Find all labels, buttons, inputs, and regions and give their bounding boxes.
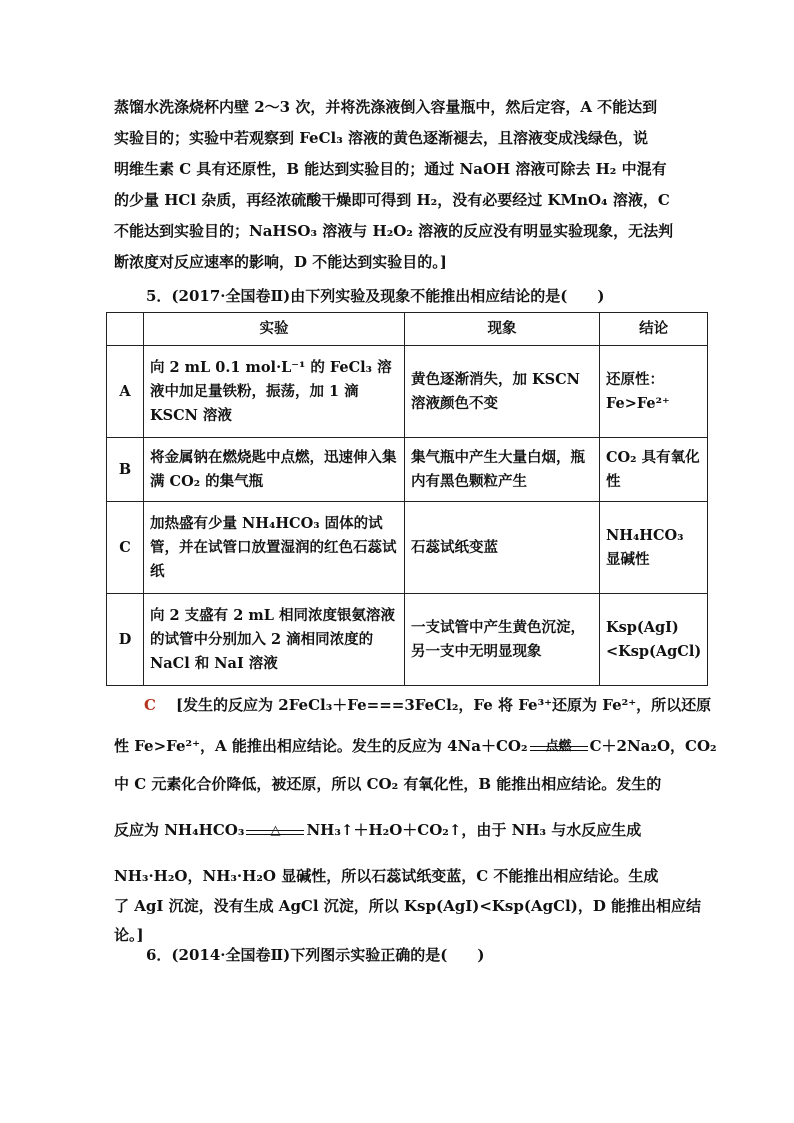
table-row <box>107 346 708 438</box>
answer-explanation <box>114 690 717 950</box>
answer-text: C＋2Na₂O，CO₂ <box>589 737 717 755</box>
table-header-row <box>107 313 708 346</box>
experiment-cell: 向 2 支盛有 2 mL 相同浓度银氨溶液的试管中分别加入 2 滴相同浓度的 NaCl 和 NaI 溶液 <box>144 594 405 686</box>
experiment-cell: 向 2 mL 0.1 mol·L⁻¹ 的 FeCl₃ 溶液中加足量铁粉，振荡，加 1 滴 KSCN 溶液 <box>144 346 405 438</box>
answer-text: [发生的反应为 2FeCl₃＋Fe===3FeCl₂，Fe 将 Fe³⁺还原为 Fe²⁺，所以还原 <box>175 696 712 714</box>
intro-line: 的少量 HCl 杂质，再经浓硫酸干燥即可得到 H₂，没有必要经过 KMnO₄ 溶液，C <box>114 191 670 209</box>
reaction-condition: 点燃 <box>545 739 572 754</box>
conclusion-cell: Ksp(AgI)<Ksp(AgCl) <box>600 594 708 686</box>
intro-paragraph <box>114 92 686 278</box>
phenomenon-cell: 集气瓶中产生大量白烟，瓶内有黑色颗粒产生 <box>405 438 600 502</box>
table-row <box>107 438 708 502</box>
question-5-stem: 5．(2017·全国卷Ⅱ)由下列实验及现象不能推出相应结论的是( ) <box>146 287 605 305</box>
phenomenon-cell: 一支试管中产生黄色沉淀，另一支中无明显现象 <box>405 594 600 686</box>
answer-line <box>114 690 712 720</box>
answer-text: 性 Fe>Fe²⁺，A 能推出相应结论。发生的反应为 4Na＋CO₂ <box>114 737 528 755</box>
conclusion-cell: NH₄HCO₃ 显碱性 <box>600 502 708 594</box>
reaction-arrow <box>530 739 588 754</box>
table-row <box>107 594 708 686</box>
phenomenon-cell: 石蕊试纸变蓝 <box>405 502 600 594</box>
row-label: C <box>107 502 144 594</box>
row-label: A <box>107 346 144 438</box>
answer-text: NH₃↑＋H₂O＋CO₂↑，由于 NH₃ 与水反应生成 <box>306 821 642 839</box>
header-cell: 结论 <box>600 313 708 346</box>
answer-line <box>114 720 717 764</box>
header-cell: 实验 <box>144 313 405 346</box>
experiment-table <box>106 312 708 686</box>
answer-line: 了 AgI 沉淀，没有生成 AgCl 沉淀，所以 Ksp(AgI)<Ksp(AgCl)，D 能推出相应结 <box>114 897 702 915</box>
table-row <box>107 502 708 594</box>
reaction-arrow <box>246 823 304 838</box>
answer-text: 反应为 NH₄HCO₃ <box>114 821 245 839</box>
answer-line: NH₃·H₂O，NH₃·H₂O 显碱性，所以石蕊试纸变蓝，C 不能推出相应结论。生成 <box>114 867 659 885</box>
intro-line: 断浓度对反应速率的影响，D 不能达到实验目的。] <box>114 253 447 271</box>
row-label: B <box>107 438 144 502</box>
reaction-condition: △ <box>270 823 281 838</box>
experiment-cell: 将金属钠在燃烧匙中点燃，迅速伸入集满 CO₂ 的集气瓶 <box>144 438 405 502</box>
answer-line <box>114 804 694 848</box>
question-6-stem: 6．(2014·全国卷Ⅱ)下列图示实验正确的是( ) <box>146 946 485 964</box>
row-label: D <box>107 594 144 686</box>
experiment-cell: 加热盛有少量 NH₄HCO₃ 固体的试管，并在试管口放置湿润的红色石蕊试纸 <box>144 502 405 594</box>
answer-line: 论。] <box>114 926 144 944</box>
conclusion-cell: 还原性：Fe>Fe²⁺ <box>600 346 708 438</box>
answer-line: 中 C 元素化合价降低，被还原，所以 CO₂ 有氧化性，B 能推出相应结论。发生的 <box>114 775 662 793</box>
intro-line: 蒸馏水洗涤烧杯内壁 2～3 次，并将洗涤液倒入容量瓶中，然后定容，A 不能达到 <box>114 98 658 116</box>
phenomenon-cell: 黄色逐渐消失，加 KSCN 溶液颜色不变 <box>405 346 600 438</box>
conclusion-cell: CO₂ 具有氧化性 <box>600 438 708 502</box>
intro-line: 实验目的；实验中若观察到 FeCl₃ 溶液的黄色逐渐褪去，且溶液变成浅绿色，说 <box>114 129 649 147</box>
intro-line: 不能达到实验目的；NaHSO₃ 溶液与 H₂O₂ 溶液的反应没有明显实验现象，无法判 <box>114 222 674 240</box>
answer-choice: C <box>144 696 156 714</box>
header-cell <box>107 313 144 346</box>
intro-line: 明维生素 C 具有还原性，B 能达到实验目的；通过 NaOH 溶液可除去 H₂ 中混有 <box>114 160 667 178</box>
header-cell: 现象 <box>405 313 600 346</box>
